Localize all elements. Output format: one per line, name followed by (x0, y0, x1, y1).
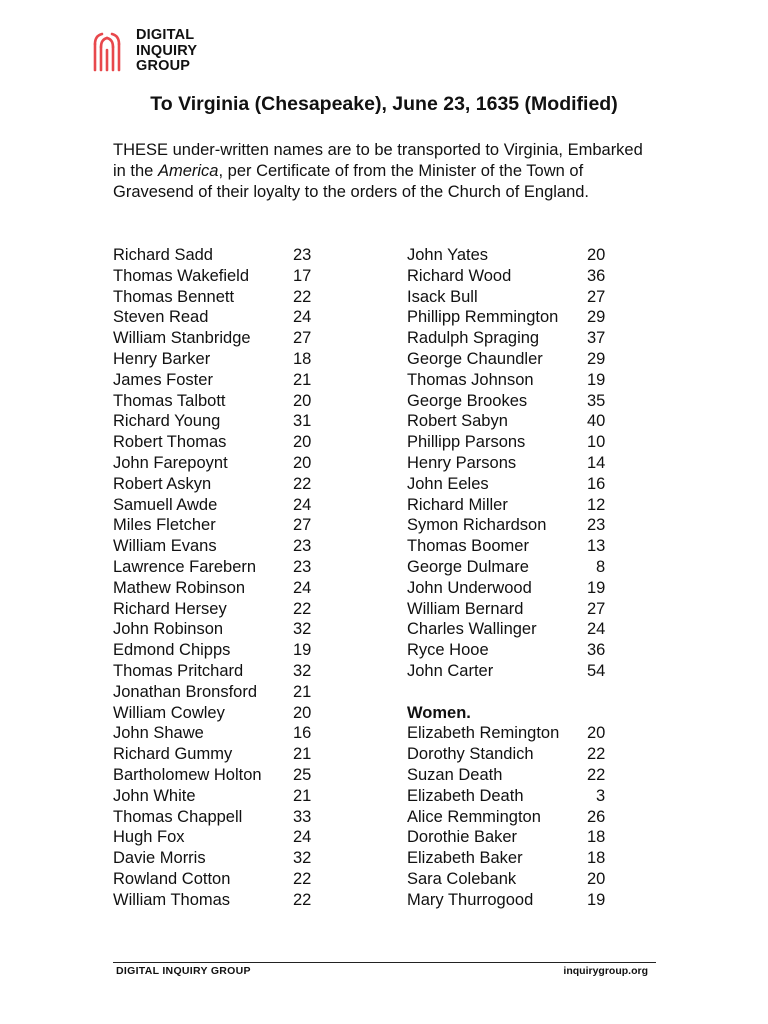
passenger-row (407, 640, 622, 661)
passenger-row (407, 744, 622, 765)
passenger-row (113, 287, 323, 308)
passenger-name: Richard Gummy (113, 745, 233, 764)
passenger-row (407, 515, 622, 536)
ship-name: America (157, 161, 219, 180)
passenger-age: 10 (587, 433, 606, 452)
passenger-row (407, 287, 622, 308)
passenger-row (113, 599, 323, 620)
footer-website: inquirygroup.org (563, 965, 648, 977)
passenger-age: 16 (587, 474, 606, 493)
passenger-row (113, 619, 323, 640)
passenger-name: Thomas Pritchard (113, 661, 244, 680)
passenger-age: 3 (596, 786, 606, 805)
passenger-row (407, 328, 622, 349)
passenger-row (407, 619, 622, 640)
passenger-name: Ryce Hooe (407, 641, 489, 660)
passenger-age: 22 (293, 287, 312, 306)
passenger-row (113, 349, 323, 370)
passenger-name: George Dulmare (407, 557, 529, 576)
passenger-age: 17 (293, 266, 312, 285)
passenger-row (113, 682, 323, 703)
intro-paragraph (113, 140, 653, 202)
passenger-row (113, 848, 323, 869)
passenger-row (407, 474, 622, 495)
passenger-name: Henry Parsons (407, 453, 517, 472)
passenger-age: 23 (587, 516, 606, 535)
passenger-age: 36 (587, 641, 606, 660)
passenger-row (407, 391, 622, 412)
passenger-age: 20 (587, 724, 606, 743)
passenger-row (113, 474, 323, 495)
passenger-row (113, 328, 323, 349)
passenger-name: William Thomas (113, 890, 231, 909)
passenger-name: Robert Sabyn (407, 412, 508, 431)
passenger-row (407, 869, 622, 890)
passenger-age: 20 (587, 869, 606, 888)
passenger-age: 27 (587, 287, 606, 306)
passenger-age: 23 (293, 246, 312, 264)
passenger-age: 36 (587, 266, 606, 285)
passenger-age: 22 (293, 599, 312, 618)
passenger-age: 22 (587, 765, 606, 784)
passenger-age: 24 (293, 495, 312, 514)
passenger-row (407, 453, 622, 474)
passenger-age: 25 (293, 765, 312, 784)
passenger-name: Phillipp Remmington (407, 308, 559, 327)
passenger-age: 8 (596, 557, 606, 576)
passenger-age: 22 (293, 869, 312, 888)
passenger-age: 14 (587, 453, 606, 472)
passenger-name: Thomas Boomer (407, 537, 529, 556)
passenger-name: Richard Hersey (113, 599, 227, 618)
passenger-name: George Brookes (407, 391, 528, 410)
passenger-row (407, 370, 622, 391)
passenger-age: 19 (293, 641, 312, 660)
passenger-name: Richard Miller (407, 495, 508, 514)
passenger-name: Dorothie Baker (407, 828, 518, 847)
passenger-age: 23 (293, 557, 312, 576)
passenger-row (113, 827, 323, 848)
passenger-row (407, 349, 622, 370)
passenger-age: 20 (293, 433, 312, 452)
passenger-row (113, 453, 323, 474)
passenger-age: 24 (293, 828, 312, 847)
passenger-row (407, 599, 622, 620)
logo-line-3: GROUP (136, 58, 191, 74)
passenger-row (407, 495, 622, 516)
passenger-age: 37 (587, 329, 606, 348)
passenger-name: Symon Richardson (407, 516, 547, 535)
logo-mark-icon (90, 30, 126, 74)
passenger-name: Dorothy Standich (407, 745, 534, 764)
passenger-name: George Chaundler (407, 349, 543, 368)
passenger-age: 20 (293, 453, 312, 472)
footer-divider (113, 962, 656, 963)
logo-wordmark (136, 28, 197, 75)
passenger-list-left (113, 245, 323, 911)
passenger-name: Hugh Fox (113, 828, 185, 847)
passenger-name: Steven Read (113, 308, 209, 327)
women-heading: Women. (407, 703, 471, 722)
passenger-list-right (407, 245, 622, 911)
passenger-row (113, 786, 323, 807)
passenger-age: 21 (293, 786, 312, 805)
passenger-row (113, 578, 323, 599)
passenger-row (113, 432, 323, 453)
passenger-age: 27 (587, 599, 606, 618)
passenger-age: 22 (293, 890, 312, 909)
passenger-age: 18 (293, 349, 312, 368)
passenger-row (113, 515, 323, 536)
passenger-age: 24 (293, 308, 312, 327)
passenger-row (113, 744, 323, 765)
passenger-name: John Carter (407, 661, 494, 680)
passenger-name: John Yates (407, 246, 489, 264)
passenger-row (113, 723, 323, 744)
section-gap (407, 682, 622, 703)
passenger-age: 21 (293, 370, 312, 389)
passenger-age: 22 (293, 474, 312, 493)
passenger-name: William Cowley (113, 703, 225, 722)
passenger-name: John White (113, 786, 196, 805)
passenger-name: John Underwood (407, 578, 532, 597)
passenger-age: 18 (587, 849, 606, 868)
passenger-age: 19 (587, 890, 606, 909)
passenger-age: 26 (587, 807, 606, 826)
passenger-row (113, 557, 323, 578)
passenger-age: 20 (293, 703, 312, 722)
passenger-name: Richard Young (113, 412, 221, 431)
passenger-age: 29 (587, 349, 606, 368)
passenger-row (113, 266, 323, 287)
passenger-row (407, 432, 622, 453)
passenger-row (407, 578, 622, 599)
passenger-age: 19 (587, 370, 606, 389)
passenger-row (407, 807, 622, 828)
passenger-row (113, 890, 323, 911)
passenger-name: Thomas Johnson (407, 370, 534, 389)
passenger-row (113, 370, 323, 391)
passenger-name: John Farepoynt (113, 453, 228, 472)
passenger-name: William Bernard (407, 599, 524, 618)
passenger-name: Mathew Robinson (113, 578, 246, 597)
passenger-name: Richard Sadd (113, 246, 213, 264)
logo-line-2: INQUIRY (136, 42, 198, 59)
passenger-age: 20 (293, 391, 312, 410)
passenger-age: 12 (587, 495, 606, 514)
passenger-name: Richard Wood (407, 266, 512, 285)
men-list-right (407, 245, 622, 682)
intro-text-before: THESE under-written names are to be transported to Virginia, Embarked in the (113, 141, 643, 180)
passenger-row (407, 245, 622, 266)
passenger-age: 18 (587, 828, 606, 847)
passenger-name: Thomas Wakefield (113, 266, 250, 285)
document-title: To Virginia (Chesapeake), June 23, 1635 (Modified) (150, 93, 618, 115)
passenger-row (407, 536, 622, 557)
passenger-name: Mary Thurrogood (407, 890, 534, 909)
passenger-name: Suzan Death (407, 765, 503, 784)
women-list (407, 723, 622, 910)
passenger-row (407, 765, 622, 786)
passenger-name: Charles Wallinger (407, 620, 537, 639)
passenger-age: 21 (293, 745, 312, 764)
passenger-age: 31 (293, 412, 312, 431)
passenger-row (113, 661, 323, 682)
passenger-name: Davie Morris (113, 849, 206, 868)
passenger-name: Alice Remmington (407, 807, 541, 826)
passenger-name: Miles Fletcher (113, 516, 216, 535)
passenger-age: 20 (587, 246, 606, 264)
passenger-row (407, 266, 622, 287)
passenger-name: Elizabeth Remington (407, 724, 560, 743)
passenger-row (113, 307, 323, 328)
passenger-name: Thomas Talbott (113, 391, 226, 410)
passenger-name: James Foster (113, 370, 213, 389)
passenger-name: John Robinson (113, 620, 224, 639)
passenger-row (113, 765, 323, 786)
passenger-name: William Evans (113, 537, 217, 556)
passenger-name: Isack Bull (407, 287, 478, 306)
passenger-age: 27 (293, 516, 312, 535)
passenger-age: 40 (587, 412, 606, 431)
passenger-name: Robert Thomas (113, 433, 227, 452)
passenger-row (113, 536, 323, 557)
passenger-row (113, 869, 323, 890)
passenger-name: Lawrence Farebern (113, 557, 257, 576)
passenger-name: Elizabeth Death (407, 786, 524, 805)
passenger-row (113, 640, 323, 661)
passenger-name: Phillipp Parsons (407, 433, 526, 452)
passenger-name: Elizabeth Baker (407, 849, 523, 868)
passenger-row (407, 661, 622, 682)
passenger-name: Thomas Chappell (113, 807, 243, 826)
passenger-age: 22 (587, 745, 606, 764)
passenger-row (407, 557, 622, 578)
passenger-name: Radulph Spraging (407, 329, 540, 348)
passenger-row (113, 391, 323, 412)
passenger-name: John Eeles (407, 474, 489, 493)
passenger-age: 19 (587, 578, 606, 597)
passenger-row (407, 786, 622, 807)
passenger-name: Bartholomew Holton (113, 765, 262, 784)
passenger-age: 29 (587, 308, 606, 327)
passenger-name: Henry Barker (113, 349, 211, 368)
intro-text-after: , per Certificate of from the Minister of the Town of Gravesend of their loyalty to the orders of the Church of England. (113, 161, 590, 201)
passenger-name: William Stanbridge (113, 329, 251, 348)
passenger-row (407, 890, 622, 911)
passenger-row (113, 703, 323, 724)
passenger-name: John Shawe (113, 724, 204, 743)
passenger-age: 16 (293, 724, 312, 743)
passenger-name: Robert Askyn (113, 474, 212, 493)
passenger-row (407, 307, 622, 328)
passenger-row (113, 245, 323, 266)
passenger-row (113, 411, 323, 432)
passenger-name: Thomas Bennett (113, 287, 235, 306)
passenger-row (407, 827, 622, 848)
passenger-row (113, 807, 323, 828)
passenger-age: 32 (293, 849, 312, 868)
passenger-row (407, 411, 622, 432)
passenger-age: 24 (293, 578, 312, 597)
passenger-name: Rowland Cotton (113, 869, 231, 888)
passenger-row (113, 495, 323, 516)
passenger-row (407, 848, 622, 869)
passenger-age: 13 (587, 537, 606, 556)
passenger-age: 35 (587, 391, 606, 410)
footer-org-name: DIGITAL INQUIRY GROUP (116, 965, 251, 977)
passenger-age: 27 (293, 329, 312, 348)
passenger-age: 21 (293, 682, 312, 701)
passenger-age: 32 (293, 620, 312, 639)
passenger-row (407, 723, 622, 744)
passenger-name: Sara Colebank (407, 869, 517, 888)
passenger-age: 32 (293, 661, 312, 680)
passenger-name: Edmond Chipps (113, 641, 231, 660)
logo-line-1: DIGITAL (136, 27, 195, 43)
passenger-age: 24 (587, 620, 606, 639)
passenger-name: Samuell Awde (113, 495, 218, 514)
passenger-name: Jonathan Bronsford (113, 682, 258, 701)
logo (90, 28, 220, 80)
passenger-age: 23 (293, 537, 312, 556)
passenger-age: 33 (293, 807, 312, 826)
passenger-age: 54 (587, 661, 606, 680)
